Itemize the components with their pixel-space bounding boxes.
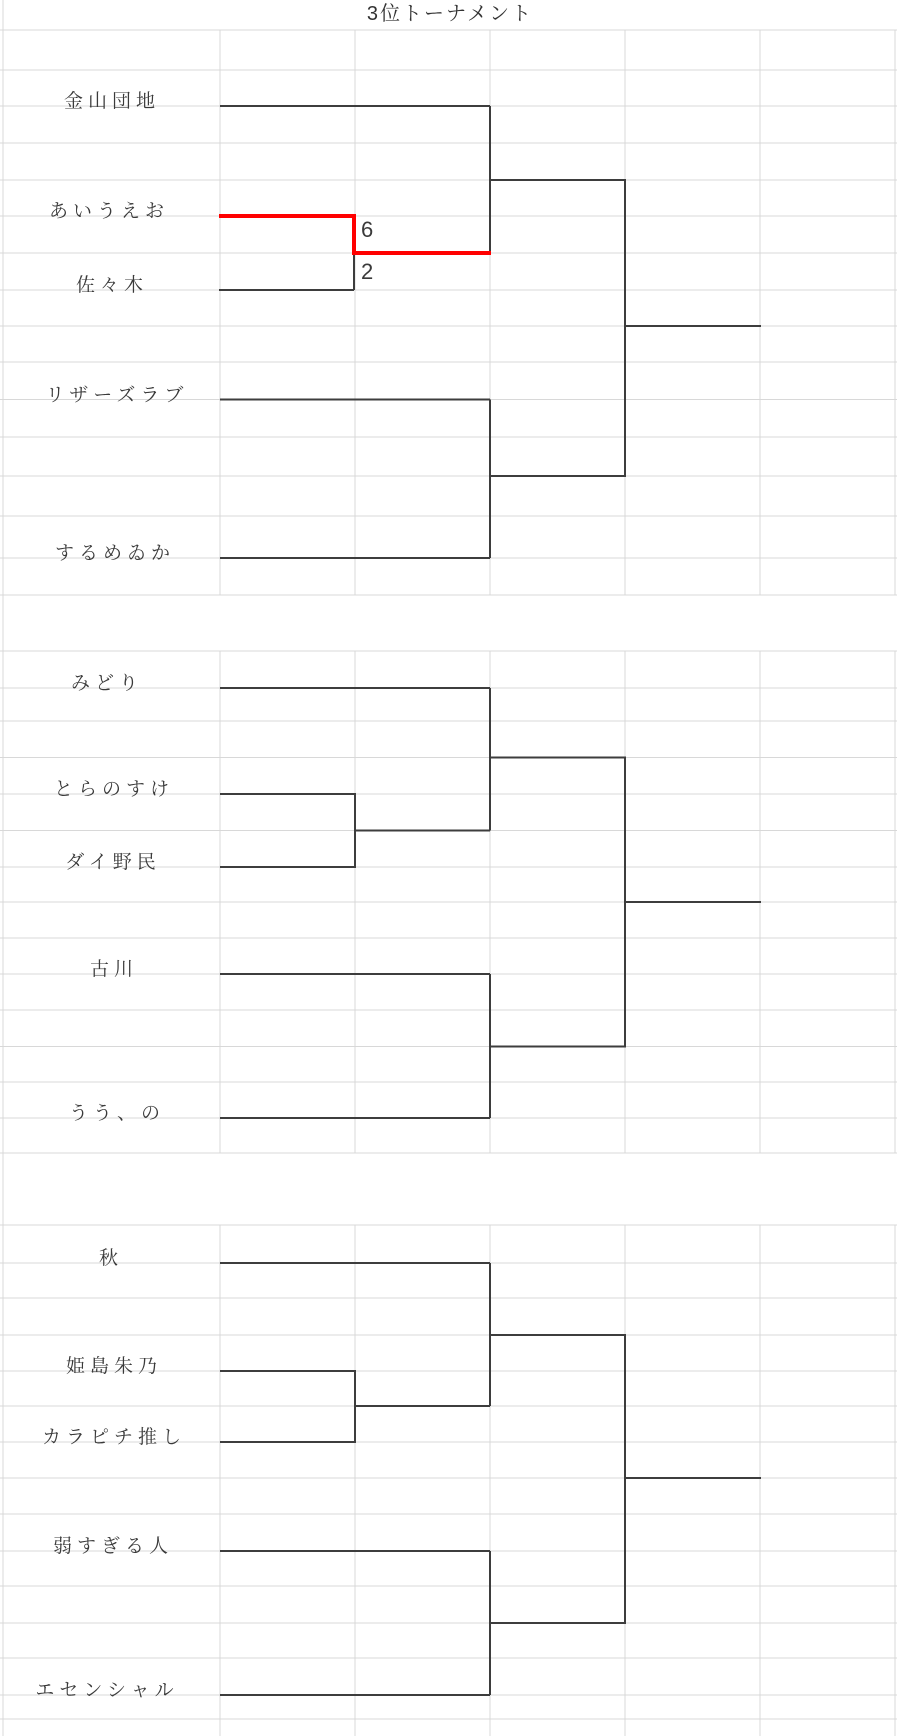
team-label: 古川: [89, 959, 139, 980]
team-label: あいうえお: [48, 201, 170, 222]
team-label: リザーズラブ: [45, 384, 189, 406]
team-label: 秋: [98, 1248, 124, 1269]
team-label: ダイ野民: [65, 852, 161, 873]
team-label: 佐々木: [75, 275, 149, 296]
winner-highlight-line: [219, 216, 491, 253]
team-label: とらのすけ: [53, 779, 175, 800]
team-label: みどり: [70, 673, 144, 694]
team-label: 金山団地: [63, 91, 161, 112]
team-label: エセンシャル: [35, 1680, 179, 1701]
page-title: 3位トーナメント: [366, 3, 534, 25]
team-label: 弱すぎる人: [52, 1536, 174, 1557]
team-label: カラピチ推し: [41, 1427, 187, 1448]
team-label: うう、の: [68, 1103, 166, 1124]
loser-score: 2: [361, 259, 374, 284]
team-label: するめゐか: [54, 543, 176, 564]
team-label: 姫島朱乃: [65, 1356, 163, 1377]
winner-score: 6: [361, 217, 374, 242]
